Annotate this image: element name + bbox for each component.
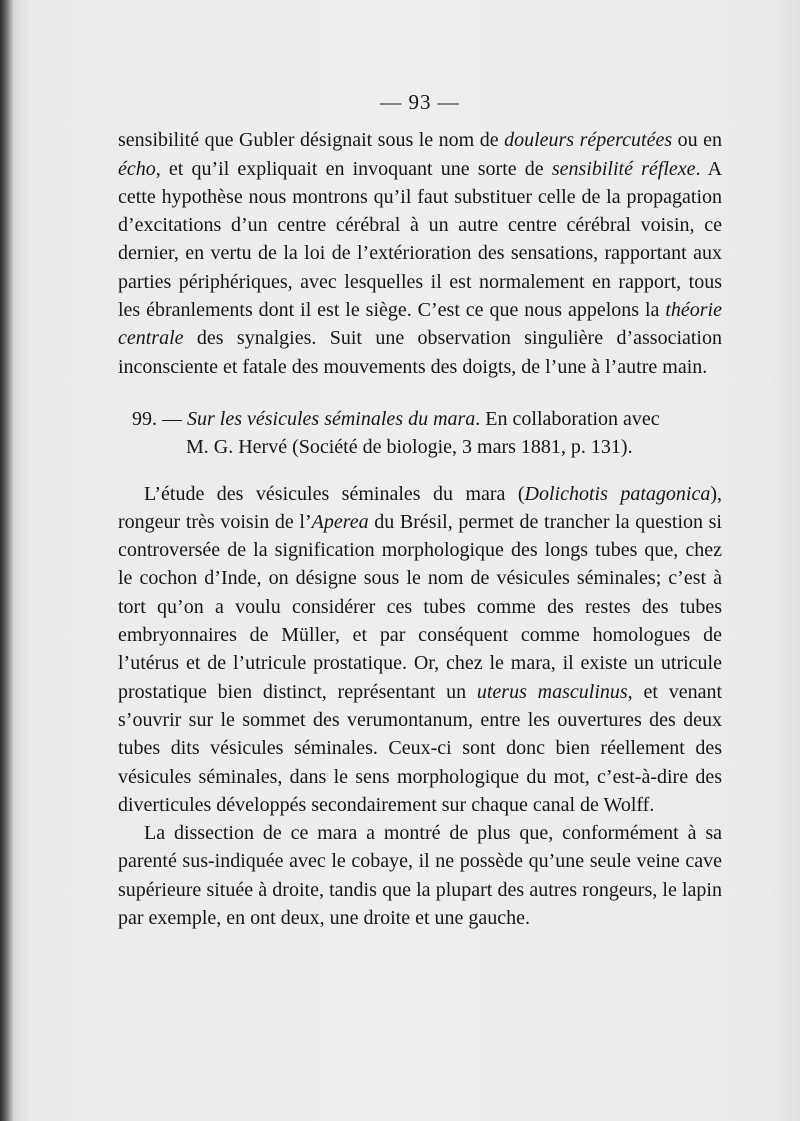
text-run: sensibilité que Gubler désignait sous le nom de [118, 129, 505, 152]
bibliography-entry-99 [118, 405, 722, 462]
text-run: . A cette hypothèse nous montrons qu’il faut substituer celle de la propagation d’excitations d’un centre cérébral à un autre centre cérébral voisin, ce dernier, en vertu de la loi de l’extérioration des sensations, rapportant aux parties périphériques, avec lesquelles il est normalement en rapport, tous les ébranlements dont il est le siège. C’est ce que nous appelons la [118, 157, 723, 322]
text-run: des synalgies. Suit une observation singulière d’association inconsciente et fatale des mouvements des doigts, de l’une à l’autre main. [118, 327, 722, 378]
entry-number: 99. [132, 407, 157, 430]
entry-heading [118, 405, 722, 433]
spacer [118, 462, 722, 480]
text-run: La dissection de ce mara a montré de plus que, conformément à sa parenté sus-indiquée avec le cobaye, il ne possède qu’une seule veine cave supérieure située à droite, tandis que la plupart des autres rongeurs, le lapin par exemple, en ont deux, une droite et une gauche. [118, 822, 722, 930]
text-run: , et qu’il expliquait en invoquant une sorte de [155, 157, 552, 180]
text-run: , et venant s’ouvrir sur le sommet des verumontanum, entre les ouvertures des deux tubes dits vésicules séminales. Ceux-ci sont donc bien réellement des vésicules séminales, dans le sens morphologique du mot, c’est-à-dire des diverticules développés secondairement sur chaque canal de Wolff. [118, 680, 722, 816]
entry-title: Sur les vésicules séminales du mara [187, 407, 476, 430]
page-number: — 93 — [380, 90, 460, 114]
italic-run: écho [118, 157, 156, 180]
italic-run: douleurs répercutées [504, 129, 673, 152]
text-run: ), rongeur très voisin de l’ [118, 482, 722, 533]
text-run: L’étude des vésicules séminales du mara ( [144, 482, 525, 505]
text-run: ou en [672, 129, 722, 152]
entry-citation: M. G. Hervé (Société de biologie, 3 mars 1881, p. 131). [186, 436, 633, 459]
entry-collaboration: . En collaboration avec [475, 407, 660, 430]
page-text-block [118, 88, 722, 932]
italic-run: uterus masculinus [476, 680, 628, 703]
paragraph-synalgies [118, 126, 722, 381]
italic-run: théorie centrale [118, 299, 722, 350]
italic-run: Dolichotis patagonica [524, 482, 711, 505]
italic-run: sensibilité réflexe [551, 157, 696, 180]
italic-run: Aperea [311, 510, 369, 533]
paragraph-mara-vesicules [118, 480, 722, 820]
entry-dash: — [157, 407, 187, 430]
text-run: du Brésil, permet de trancher la question si controversée de la signification morphologique des longs tubes que, chez le cochon d’Inde, on désigne sous le nom de vésicules séminales; c’est à tort qu’on a voulu considérer ces tubes comme des restes des tubes embryonnaires de Müller, et par conséquent comme homologues de l’utérus et de l’utricule prostatique. Or, chez le mara, il existe un utricule prostatique bien distinct, représentant un [118, 510, 722, 703]
paragraph-mara-dissection [118, 819, 722, 932]
